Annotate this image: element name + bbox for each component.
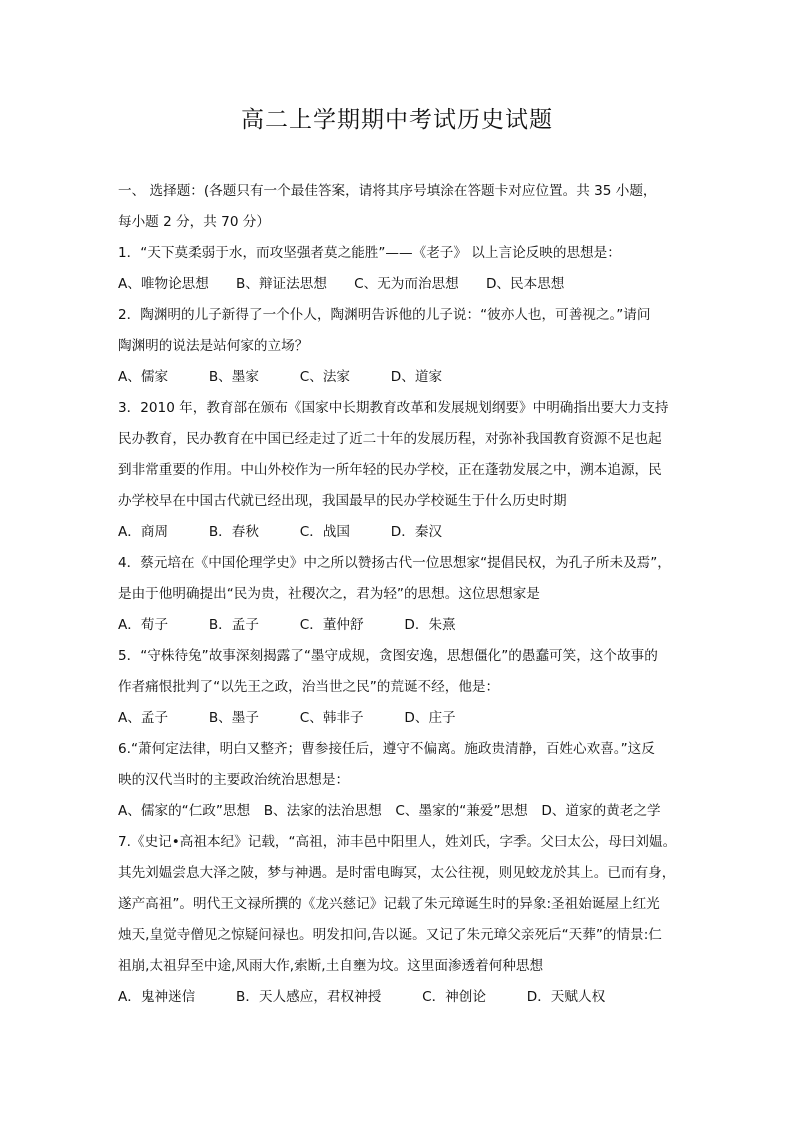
question-7-stem-cont: 遂产高祖”。明代王文禄所撰的《龙兴慈记》记载了朱元璋诞生时的异象:圣祖始诞屋上红光	[118, 896, 660, 912]
question-4-stem: 4．蔡元培在《中国伦理学史》中之所以赞扬古代一位思想家“提倡民权，为孔子所未及焉”，	[118, 555, 671, 571]
section-heading: 一、 选择题：(各题只有一个最佳答案，请将其序号填涂在答题卡对应位置。共 35 小题，	[118, 183, 657, 199]
question-3-stem-cont: 办学校早在中国古代就已经出现，我国最早的民办学校诞生于什么历史时期	[118, 493, 567, 509]
question-5-stem: 5．“守株待兔”故事深刻揭露了“墨守成规，贪图安逸，思想僵化”的愚蠢可笑，这个故事的	[118, 648, 658, 664]
question-7-options: A．鬼神迷信 B．天人感应，君权神授 C．神创论 D．天赋人权	[118, 989, 606, 1005]
question-3-stem: 3．2010 年，教育部在颁布《国家中长期教育改革和发展规划纲要》中明确指出要大力支持	[118, 400, 669, 416]
question-4-options: A．荀子 B．孟子 C．董仲舒 D．朱熹	[118, 617, 456, 633]
question-1-stem: 1．“天下莫柔弱于水，而攻坚强者莫之能胜”——《老子》 以上言论反映的思想是：	[118, 245, 621, 261]
question-6-stem-cont: 映的汉代当时的主要政治统治思想是：	[118, 772, 350, 788]
question-2-options: A、儒家 B、墨家 C、法家 D、道家	[118, 369, 443, 385]
question-3-stem-cont: 民办教育，民办教育在中国已经走过了近二十年的发展历程，对弥补我国教育资源不足也起	[118, 431, 662, 447]
question-5-options: A、孟子 B、墨子 C、韩非子 D、庄子	[118, 710, 456, 726]
question-7-stem: 7.《史记•高祖本纪》记载，“高祖，沛丰邑中阳里人，姓刘氏，字季。父曰太公，母曰刘媪。	[118, 834, 677, 850]
question-6-options: A、儒家的“仁政”思想 B、法家的法治思想 C、墨家的“兼爱”思想 D、道家的黄老之学	[118, 803, 661, 819]
question-1-options: A、唯物论思想 B、辩证法思想 C、无为而治思想 D、民本思想	[118, 276, 565, 292]
exam-title: 高二上学期期中考试历史试题	[241, 107, 553, 133]
question-4-stem-cont: 是由于他明确提出“民为贵，社稷次之，君为轻”的思想。这位思想家是	[118, 586, 540, 602]
question-7-stem-cont: 烛天,皇觉寺僧见之惊疑问禄也。明发扣问,告以诞。又记了朱元璋父亲死后“天葬”的情景:仁	[118, 927, 662, 943]
exam-body	[118, 176, 678, 1013]
question-6-stem: 6.“萧何定法律，明白又整齐；曹参接任后，遵守不偏离。施政贵清静，百姓心欢喜。”这反	[118, 741, 655, 757]
section-heading-cont: 每小题 2 分，共 70 分）	[118, 214, 270, 230]
question-3-stem-cont: 到非常重要的作用。中山外校作为一所年轻的民办学校，正在蓬勃发展之中，溯本追源，民	[118, 462, 662, 478]
question-2-stem-cont: 陶渊明的说法是站何家的立场？	[118, 338, 309, 354]
question-7-stem-cont: 其先刘媪尝息大泽之陂，梦与神遇。是时雷电晦冥，太公往视，则见蛟龙於其上。已而有身，	[118, 865, 676, 881]
question-3-options: A．商周 B．春秋 C．战国 D．秦汉	[118, 524, 443, 540]
question-5-stem-cont: 作者痛恨批判了“以先王之政，治当世之民”的荒诞不经，他是：	[118, 679, 500, 695]
question-2-stem: 2．陶渊明的儿子新得了一个仆人，陶渊明告诉他的儿子说：“彼亦人也，可善视之。”请问	[118, 307, 651, 323]
question-7-stem-cont: 祖崩,太祖舁至中途,风雨大作,索断,土自壅为坟。这里面渗透着何种思想	[118, 958, 544, 974]
